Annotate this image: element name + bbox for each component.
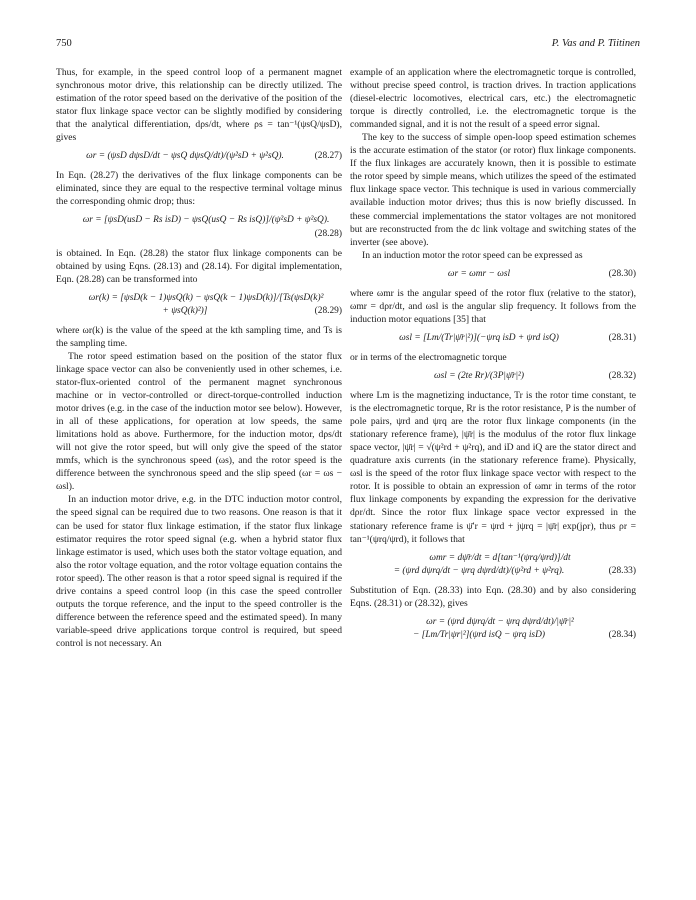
equation-body: ωr = ωmr − ωsl	[447, 268, 511, 279]
equation-28-28	[56, 214, 342, 227]
paragraph: is obtained. In Eqn. (28.28) the stator flux linkage components can be obtained by using Eqns. (28.13) and (28.14). For digital implementation, Eqn. (28.28) can be transformed into	[56, 247, 342, 285]
equation-28-33-line1	[350, 552, 636, 565]
equation-number: (28.32)	[608, 370, 636, 381]
equation-28-27	[56, 150, 342, 163]
equation-number: (28.33)	[608, 565, 636, 576]
equation-28-29-line1	[56, 292, 342, 305]
equation-body: = (ψrd dψrq/dt − ψrq dψrd/dt)/(ψ²rd + ψ²rq).	[393, 565, 565, 576]
equation-body: ωr = [ψsD(usD − Rs isD) − ψsQ(usQ − Rs isQ)]/(ψ²sD + ψ²sQ).	[82, 215, 330, 226]
equation-body: ωmr = dψ̄r/dt = d[tan⁻¹(ψrq/ψrd)]/dt	[429, 552, 571, 563]
paragraph: example of an application where the electromagnetic torque is controlled, without precise speed control, is traction drives. In traction applications (diesel-electric locomotives, electrical cars, etc.) the electromagnetic torque is directly controlled, i.e. the electromagnetic torque is the commanded signal, and it is not the result of a speed error signal.	[350, 67, 636, 131]
equation-number: (28.34)	[608, 629, 636, 640]
equation-number: (28.28)	[314, 228, 342, 239]
page-number: 750	[56, 38, 72, 49]
equation-28-34-line1	[350, 616, 636, 629]
paragraph: or in terms of the electromagnetic torque	[350, 351, 507, 363]
equation-28-32	[350, 370, 636, 383]
equation-body: ωr = (ψsD dψsD/dt − ψsQ dψsQ/dt)/(ψ²sD + ψ²sQ).	[86, 151, 284, 162]
paragraph: Substitution of Eqn. (28.33) into Eqn. (28.30) and by also considering Eqns. (28.31) or (28.32), gives	[350, 584, 636, 609]
equation-body: + ψsQ(k)²)]	[162, 305, 208, 316]
running-header-authors: P. Vas and P. Tiitinen	[551, 38, 640, 49]
equation-number: (28.30)	[608, 268, 636, 279]
right-column	[350, 66, 636, 648]
equation-28-31	[350, 332, 636, 345]
equation-number: (28.29)	[314, 305, 342, 316]
equation-body: ωsl = [Lm/(Tr|ψ̄r|²)](−ψrq isD + ψrd isQ)	[399, 332, 559, 343]
equation-body: − [Lm/Tr|ψr|²](ψrd isQ − ψrq isD)	[413, 629, 545, 640]
equation-28-33-line2	[350, 565, 636, 578]
paragraph: Thus, for example, in the speed control loop of a permanent magnet synchronous motor drive, this relationship can be directly utilized. The estimation of the rotor speed based on the derivative of the position of the stator flux linkage space vector can be slightly modified by considering that the analytical differentiation, dρs/dt, where ρs = tan⁻¹(ψsQ/ψsD), gives	[56, 67, 342, 144]
equation-28-29-line2	[56, 305, 342, 318]
paragraph: The key to the success of simple open-loop speed estimation schemes is the accurate estimation of the stator (or rotor) flux linkage components. If the flux linkages are accurately known, then it is possible to estimate the rotor speed by simple means, which utilizes the speed of the estimated flux linkage space vector. This technique is used in various commercially available induction motor drives; thus this is now briefly discussed. In these commercial implementations the stator voltages are not monitored but are reconstructed from the dc link voltage and switching states of the inverter (see above).	[350, 132, 636, 248]
paragraph: In an induction motor the rotor speed can be expressed as	[362, 249, 583, 261]
paragraph: In Eqn. (28.27) the derivatives of the flux linkage components can be eliminated, since they are equal to the respective terminal voltage minus the corresponding ohmic drop; thus:	[56, 170, 342, 208]
equation-body: ωr(k) = [ψsD(k − 1)ψsQ(k) − ψsQ(k − 1)ψsD(k)]/[Ts(ψsD(k)²	[88, 292, 324, 303]
paragraph: In an induction motor drive, e.g. in the DTC induction motor control, the speed signal can be required due to two reasons. One reason is that it can be used for stator flux linkage estimation, if the stator flux linkage estimator requires the rotor speed signal (e.g. when a hybrid stator flux linkage estimator is used, which uses both the stator voltage equation, and also the rotor voltage equation, and the rotor voltage equation contains the rotor speed). The other reason is that a rotor speed signal is required if the drive contains a speed control loop (in this case the speed controller outputs the torque reference, and the input to the speed controller is the difference between the reference speed and the estimated speed). In many variable-speed drive applications torque control is required, but speed control is not necessary. An	[56, 494, 342, 649]
equation-body: ωsl = (2te Rr)/(3P|ψ̄r|²)	[433, 370, 524, 381]
equation-28-34-line2	[350, 629, 636, 642]
left-column	[56, 66, 342, 650]
paragraph: The rotor speed estimation based on the position of the stator flux linkage space vector can also be conveniently used in other schemes, i.e. stator-flux-oriented control of the permanent magnet synchronous machine or in vector-controlled or direct-torque-controlled induction motor drives (e.g. in the case of the induction motor see below). However, in all of these applications, for operation at low speeds, the same limitations hold as above. Furthermore, for the induction motor, dρs/dt will not give the rotor speed, but will only give the speed of the stator mmfs, which is the synchronous speed (ωs), and the rotor speed is the difference between the synchronous speed and the slip speed (ωr = ωs − ωsl).	[56, 350, 342, 493]
paragraph: where ωmr is the angular speed of the rotor flux (relative to the stator), ωmr = dρr/dt, and ωsl is the angular slip frequency. It follows from the induction motor equations [35] that	[350, 287, 636, 325]
equation-number: (28.27)	[314, 151, 342, 162]
equation-number: (28.31)	[608, 332, 636, 343]
equation-body: ωr = (ψrd dψrq/dt − ψrq dψrd/dt)/|ψ̄r|²	[426, 616, 574, 627]
paragraph: where ωr(k) is the value of the speed at the kth sampling time, and Ts is the sampling time.	[56, 324, 342, 349]
paragraph: where Lm is the magnetizing inductance, Tr is the rotor time constant, te is the electromagnetic torque, Rr is the rotor resistance, P is the number of pole pairs, ψrd and ψrq are the rotor flux linkage components (in the stationary reference frame), |ψ̄r| is the modulus of the rotor flux linkage space vector, |ψ̄r| = √(ψ²rd + ψ²rq), and iD and iQ are the stator direct and quadrature axis currents (in the stationary reference frame). Physically, ωsl is the speed of the rotor flux linkage space vector with respect to the rotor. It is possible to obtain an expression of ωmr in terms of the rotor flux linkage components by expanding the expression for the derivative dρr/dt. Since the rotor flux linkage space vector expressed in the stationary reference frame is ψ̄′r = ψrd + jψrq = |ψ̄r| exp(jρr), thus ρr = tan⁻¹(ψrq/ψrd), it follows that	[350, 390, 636, 545]
equation-28-30	[350, 268, 636, 281]
